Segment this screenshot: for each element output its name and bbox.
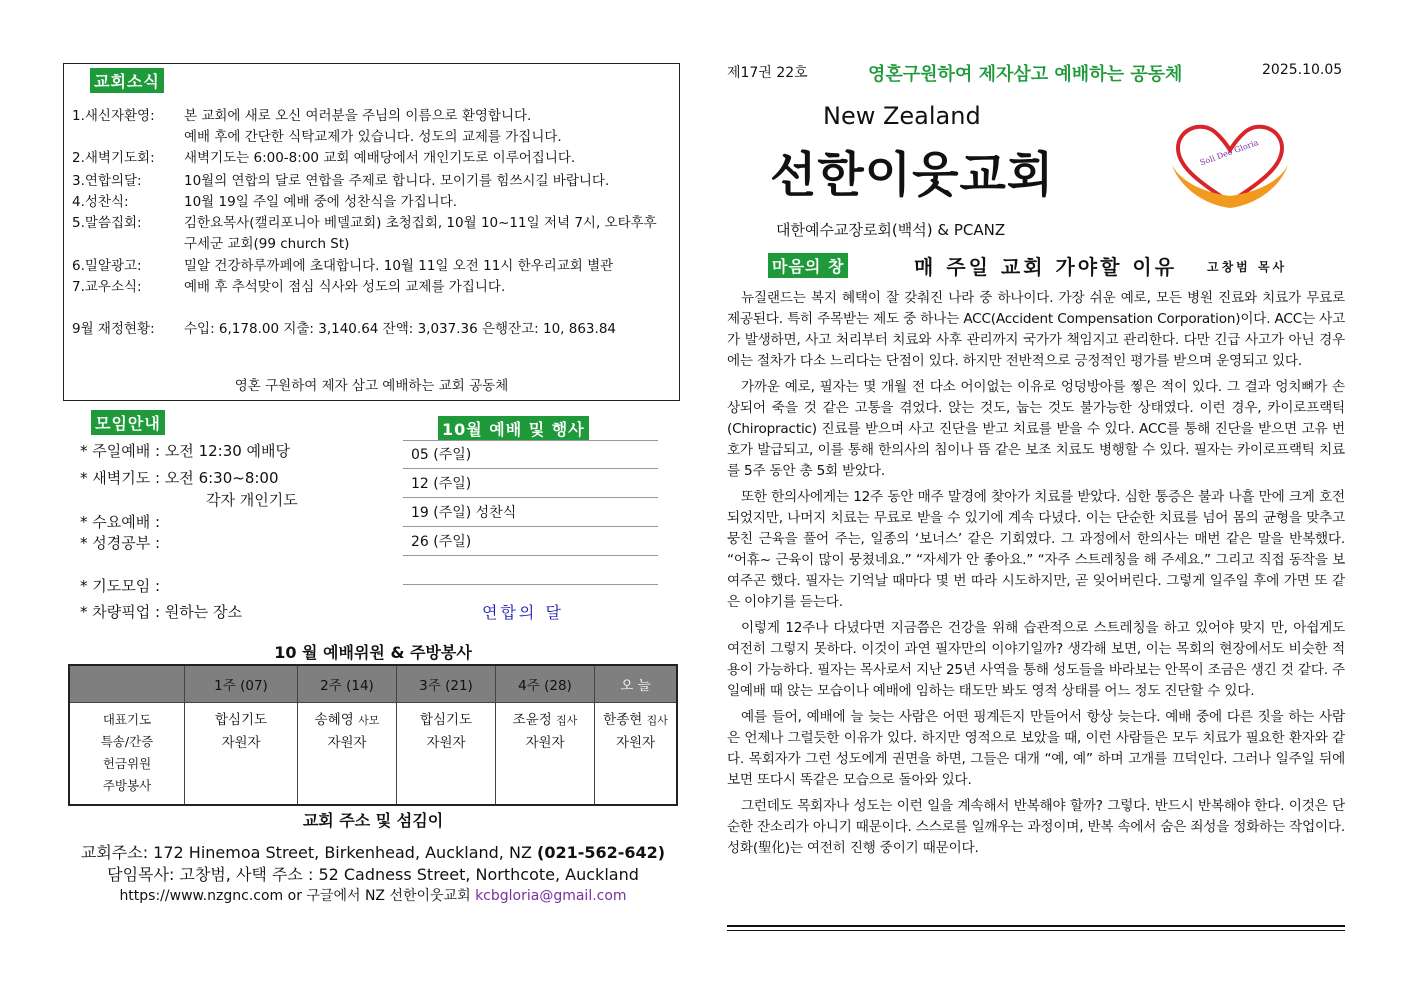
duty-col-header bbox=[69, 665, 185, 703]
address-line-3-text: or 구글에서 NZ 선한이웃교회 bbox=[283, 888, 476, 904]
duty-title: 집사 bbox=[646, 714, 668, 727]
duty-sub: 자원자 bbox=[525, 735, 565, 751]
schedule-heading: 10월 예배 및 행사 bbox=[438, 416, 589, 441]
address-heading: 교회 주소 및 섬김이 bbox=[302, 811, 444, 830]
duty-heading: 10 월 예배위원 & 주방봉사 bbox=[274, 643, 472, 662]
duty-roles bbox=[69, 703, 185, 806]
duty-role: 주방봉사 bbox=[102, 778, 152, 793]
gathering-dawn-extra: 각자 개인기도 bbox=[206, 491, 298, 509]
bottom-rule bbox=[727, 925, 1345, 927]
schedule-row: 12 (주일) bbox=[403, 470, 658, 498]
gathering-pickup: * 차량픽업 : 원하는 장소 bbox=[80, 603, 243, 621]
church-name: 선한이웃교회 bbox=[770, 147, 1055, 203]
motto: 영혼구원하여 제자삼고 예배하는 공동체 bbox=[868, 64, 1183, 85]
news-text: 예배 후에 간단한 식탁교제가 있습니다. 성도의 교제를 가집니다. bbox=[184, 129, 562, 145]
news-text: 10월의 연합의 달로 연합을 주제로 합니다. 모이기를 힘쓰시길 바랍니다. bbox=[184, 173, 610, 189]
gathering-dawn: * 새벽기도 : 오전 6:30~8:00 bbox=[80, 469, 279, 487]
duty-name: 한종현 bbox=[603, 712, 643, 728]
news-text: 예배 후 추석맞이 점심 식사와 성도의 교제를 가집니다. bbox=[184, 279, 506, 295]
duty-col-header: 2주 (14) bbox=[298, 665, 397, 703]
address-line-3 bbox=[68, 885, 678, 905]
duty-cell bbox=[185, 703, 298, 806]
news-label: 1.새신자환영: bbox=[72, 108, 155, 124]
news-label: 6.밀알광고: bbox=[72, 258, 142, 274]
duty-role: 특송/간증 bbox=[100, 734, 154, 749]
news-text: 밀알 건강하루까페에 초대합니다. 10월 11일 오전 11시 한우리교회 별관 bbox=[184, 258, 614, 274]
duty-cell bbox=[595, 703, 678, 806]
duty-cell bbox=[496, 703, 595, 806]
duty-sub: 자원자 bbox=[221, 735, 261, 751]
heart-hands-logo-icon bbox=[1160, 110, 1300, 210]
duty-cell bbox=[397, 703, 496, 806]
month-theme: 연합의 달 bbox=[482, 603, 564, 622]
schedule-row: 05 (주일) bbox=[403, 441, 658, 469]
news-label: 4.성찬식: bbox=[72, 194, 129, 210]
issue-date: 2025.10.05 bbox=[1262, 62, 1343, 78]
church-phone: (021-562-642) bbox=[537, 843, 666, 862]
svg-text:Soli Deo Gloria: Soli Deo Gloria bbox=[1198, 137, 1260, 168]
column-author: 고창범 목사 bbox=[1207, 260, 1288, 274]
schedule-row: 26 (주일) bbox=[403, 528, 658, 556]
news-label: 5.말씀집회: bbox=[72, 215, 142, 231]
church-address: 교회주소: 172 Hinemoa Street, Birkenhead, Auckland, NZ bbox=[80, 843, 532, 862]
duty-col-header-today: 오 늘 bbox=[595, 665, 678, 703]
address-line-1 bbox=[68, 840, 678, 863]
schedule-row: 19 (주일) 성찬식 bbox=[403, 499, 658, 527]
article-paragraph: 예를 들어, 예배에 늘 늦는 사람은 어떤 핑계든지 만들어서 항상 늦는다. 예배 중에 다른 짓을 하는 사람은 언제나 그럴듯한 이유가 있다. 하지만 영적으로 보았을 때, 이런 사람들은 모두 치료가 필요한 환자와 같다. 목회자가 그런 성도에게 권면을 하면, 그들은 대개 “예, 예” 하며 고개를 끄덕인다. 그러나 일주일 뒤에 보면 또다시 똑같은 모습으로 돌아와 있다. bbox=[727, 709, 1345, 788]
gathering-bible-study: * 성경공부 : bbox=[80, 534, 161, 552]
bottom-rule-thin bbox=[727, 930, 1345, 931]
duty-header-row bbox=[69, 665, 677, 703]
news-text: 수입: 6,178.00 지출: 3,140.64 잔액: 3,037.36 은행잔고: 10, 863.84 bbox=[184, 321, 616, 337]
duty-title: 사모 bbox=[358, 714, 380, 727]
news-label: 7.교우소식: bbox=[72, 279, 142, 295]
news-text: 새벽기도는 6:00-8:00 교회 예배당에서 개인기도로 이루어집니다. bbox=[184, 150, 576, 166]
news-text: 구세군 교회(99 church St) bbox=[184, 236, 350, 252]
duty-role: 대표기도 bbox=[102, 712, 152, 727]
gathering-wednesday: * 수요예배 : bbox=[80, 513, 161, 531]
country-label: New Zealand bbox=[823, 102, 981, 130]
duty-col-header: 3주 (21) bbox=[397, 665, 496, 703]
duty-title: 집사 bbox=[556, 714, 578, 727]
article-paragraph: 그런데도 목회자나 성도는 이런 일을 계속해서 반복해야 할까? 그렇다. 반드시 반복해야 한다. 이것은 단순한 잔소리가 아니기 때문이다. 스스로를 일깨우는 과정이며, 반복 속에서 숨은 죄성을 정화하는 작업이다. 성화(聖化)는 여전히 진행 중이기 때문이다. bbox=[727, 798, 1345, 856]
article-paragraph: 가까운 예로, 필자는 몇 개월 전 다소 어이없는 이유로 엉덩방아를 찧은 적이 있다. 그 결과 엉치뼈가 손상되어 죽을 것 같은 고통을 겪었다. 앉는 것도, 눕는 것도 불가능한 상태였다. 이런 경우, 카이로프랙틱(Chiropractic) 진료를 받으며 사고 진단을 받고 치료를 받을 수 있다. ACC를 통해 진단을 받으면 고유 번호가 발급되고, 이를 통해 한의사의 침이나 뜸 같은 보조 치료도 병행할 수 있다. 필자는 카이로프랙틱 치료를 5주 동안 총 5회 받았다. bbox=[727, 379, 1345, 479]
duty-col-header: 4주 (28) bbox=[496, 665, 595, 703]
duty-sub: 자원자 bbox=[327, 735, 367, 751]
news-label: 2.새벽기도회: bbox=[72, 150, 155, 166]
article-paragraph: 이렇게 12주나 다녔다면 지금쯤은 건강을 위해 습관적으로 스트레칭을 하고 있어야 맞지 만, 아쉽게도 여전히 그렇지 못하다. 이것이 과연 필자만의 이야기일까? 생각해 보면, 이는 목회의 현장에서도 비슷한 적용이 가능하다. 필자는 목사로서 지난 25년 사역을 통해 성도들을 바라보는 안목이 조금은 생긴 것 같다. 주일예배 때 앉는 모습이나 예배에 임하는 태도만 봐도 영적 상태를 어느 정도 진단할 수 있다. bbox=[727, 620, 1345, 699]
duty-name: 송혜영 bbox=[314, 712, 354, 728]
church-news-heading: 교회소식 bbox=[90, 68, 164, 93]
address-line-2: 담임목사: 고창범, 사택 주소 : 52 Cadness Street, Northcote, Auckland bbox=[107, 865, 639, 884]
news-footer: 영혼 구원하여 제자 삼고 예배하는 교회 공동체 bbox=[234, 378, 509, 394]
website-link[interactable]: https://www.nzgnc.com bbox=[119, 888, 284, 904]
article-paragraph: 뉴질랜드는 복지 혜택이 잘 갖춰진 나라 중 하나이다. 가장 쉬운 예로, 모든 병원 진료와 치료가 무료로 제공된다. 특히 주목받는 제도 중 하나는 ACC(Accident Compensation Corporation)이다. ACC는 사고가 발생하면, 사고 처리부터 치료와 사후 관리까지 국가가 책임지고 관리한다. 다만 긴급 사고가 아닌 경우에는 절차가 다소 느리다는 단점이 있다. 하지만 전반적으로 긍정적인 평가를 받으며 운영되고 있다. bbox=[727, 290, 1345, 369]
duty-sub: 자원자 bbox=[615, 735, 656, 751]
issue-number: 제17권 22호 bbox=[727, 65, 808, 81]
column-article bbox=[727, 288, 1345, 864]
gathering-prayer: * 기도모임 : bbox=[80, 577, 161, 595]
duty-cell bbox=[298, 703, 397, 806]
gathering-heading: 모임안내 bbox=[91, 410, 165, 435]
denomination: 대한예수교장로회(백석) & PCANZ bbox=[776, 221, 1006, 239]
duty-role: 헌금위원 bbox=[102, 756, 152, 771]
news-text: 김한요목사(캘리포니아 베델교회) 초청집회, 10월 10~11일 저녁 7시, 오타후후 bbox=[184, 215, 657, 231]
schedule-row-empty bbox=[403, 557, 658, 585]
news-text: 본 교회에 새로 오신 여러분을 주님의 이름으로 환영합니다. bbox=[184, 108, 532, 124]
news-label: 9월 재정현황: bbox=[72, 321, 155, 337]
news-label: 3.연합의달: bbox=[72, 173, 142, 189]
duty-name: 조윤정 bbox=[512, 712, 552, 728]
duty-body-row bbox=[69, 703, 677, 806]
duty-col-header: 1주 (07) bbox=[185, 665, 298, 703]
email-link[interactable]: kcbgloria@gmail.com bbox=[475, 888, 627, 904]
column-title: 매 주일 교회 가야할 이유 bbox=[914, 255, 1178, 279]
article-paragraph: 또한 한의사에게는 12주 동안 매주 말경에 찾아가 치료를 받았다. 심한 통증은 불과 나흘 만에 크게 호전되었지만, 나머지 치료는 무료로 받을 수 있기에 계속 다녔다. 이는 단순한 치료를 넘어 몸의 균형을 맞추고 뭉친 근육을 풀어 주는, 일종의 ‘보너스’ 같은 기회였다. 그 과정에서 한의사는 매번 같은 말을 반복했다. “어휴~ 근육이 많이 뭉쳤네요.” “자세가 안 좋아요.” “자주 스트레칭을 해 주세요.” 그리고 직접 동작을 보여주곤 했다. 필자는 기억날 때마다 몇 번 따라 시도하지만, 곧 잊어버린다. 그렇게 일주일 후에 가면 또 같은 이야기를 듣는다. bbox=[727, 489, 1345, 610]
duty-sub: 자원자 bbox=[426, 735, 466, 751]
gathering-sunday: * 주일예배 : 오전 12:30 예배당 bbox=[80, 442, 291, 460]
church-news-box bbox=[63, 63, 680, 401]
news-text: 10월 19일 주일 예배 중에 성찬식을 가집니다. bbox=[184, 194, 458, 210]
column-section-label: 마음의 창 bbox=[768, 253, 848, 278]
duty-table bbox=[68, 664, 678, 806]
duty-name: 합심기도 bbox=[214, 712, 268, 728]
duty-name: 합심기도 bbox=[419, 712, 473, 728]
